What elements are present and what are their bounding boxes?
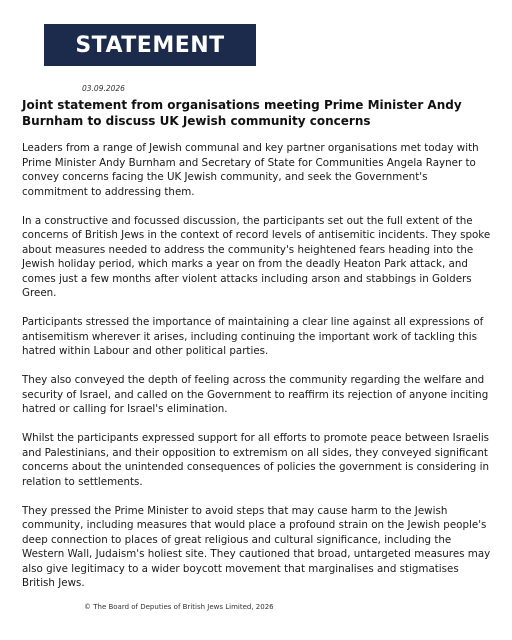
body-paragraph-3: Participants stressed the importance of maintaining a clear line against all expressions of antisemitism wherever it arises, including continuing the important work of tackling this hatred within Labour and other political parties. (22, 316, 484, 357)
statement-banner (44, 24, 256, 66)
body-paragraph-1: Leaders from a range of Jewish communal and key partner organisations met today with Prime Minister Andy Burnham and Secretary of State for Communities Angela Rayner to convey concerns facing the UK Jewish community, and seek the Government's commitment to addressing them. (22, 142, 479, 198)
body-paragraph-6: They pressed the Prime Minister to avoid steps that may cause harm to the Jewish community, including measures that would place a profound strain on the Jewish people's deep connection to places of great religious and cultural significance, including the Western Wall, Judaism's holiest site. They cautioned that broad, untargeted measures may also give legitimacy to a wider boycott movement that marginalises and stigmatises British Jews. (22, 504, 491, 589)
body-paragraph-4: They also conveyed the depth of feeling across the community regarding the welfare and security of Israel, and called on the Government to reaffirm its rejection of anyone inciting hatred or calling for Israel's elimination. (22, 374, 489, 415)
statement-body (22, 141, 494, 605)
banner-label: STATEMENT (75, 32, 225, 58)
body-paragraph-5: Whilst the participants expressed support for all efforts to promote peace between Israelis and Palestinians, and their opposition to extremism on all sides, they conveyed significant concerns about the unintended consequences of policies the government is considering in relation to settlements. (22, 432, 490, 488)
statement-headline: Joint statement from organisations meeting Prime Minister Andy Burnham to discuss UK Jewish community concerns (22, 98, 462, 128)
statement-date: 03.09.2026 (82, 84, 125, 93)
body-paragraph-2: In a constructive and focussed discussion, the participants set out the full extent of the concerns of British Jews in the context of record levels of antisemitic incidents. They spoke about measures needed to address the community's heightened fears heading into the Jewish holiday period, which marks a year on from the deadly Heaton Park attack, and comes just a few months after violent attacks including arson and stabbings in Golders Green. (22, 214, 491, 299)
copyright-footer: © The Board of Deputies of British Jews Limited, 2026 (84, 603, 274, 611)
